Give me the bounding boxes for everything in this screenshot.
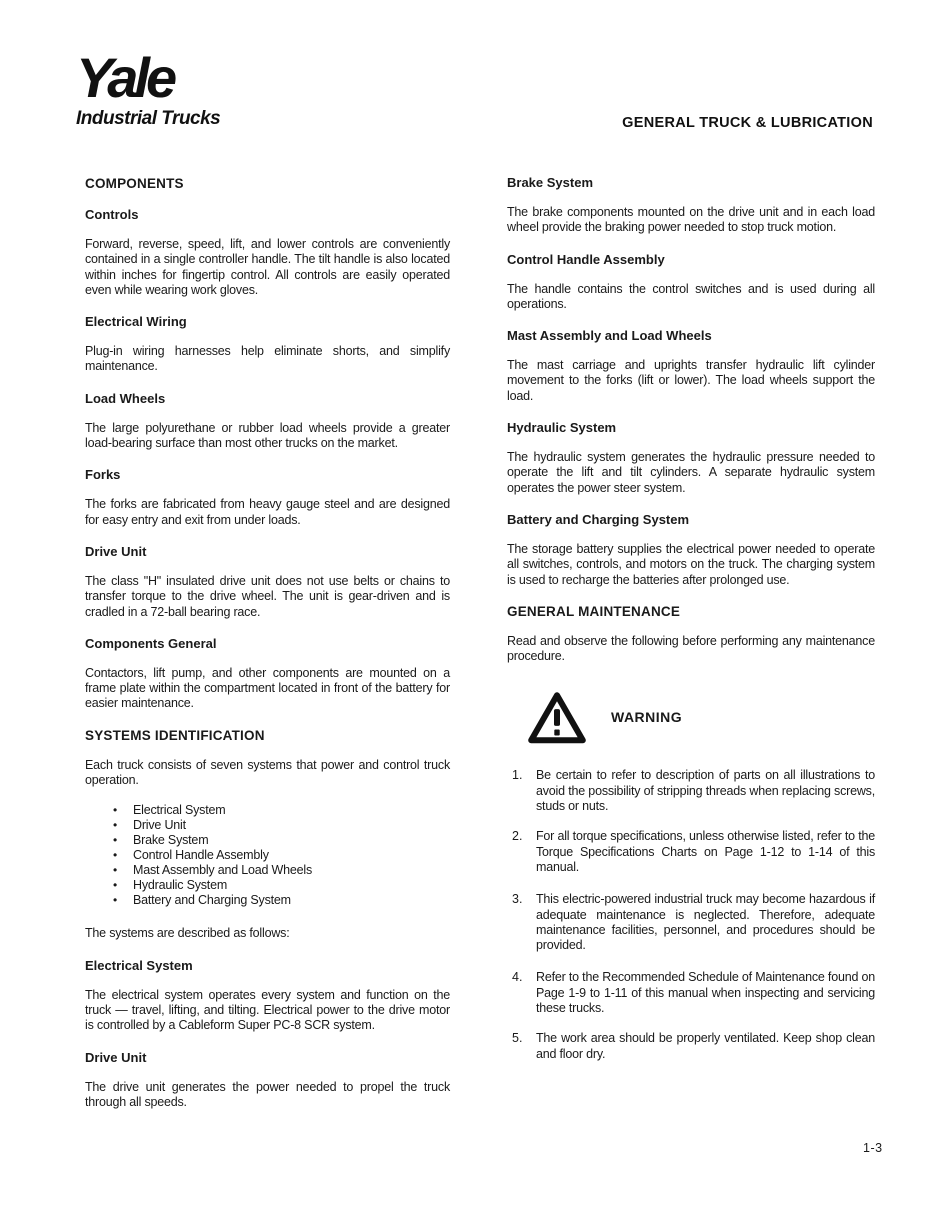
paragraph-systems-outro: The systems are described as follows: xyxy=(85,926,290,941)
list-item xyxy=(113,848,450,863)
heading-battery-charging-system: Battery and Charging System xyxy=(507,511,690,527)
bullet-icon: • xyxy=(113,893,118,908)
paragraph-control-handle-assembly: The handle contains the control switches and is used during all operations. xyxy=(507,281,875,311)
paragraph-forks: The forks are fabricated from heavy gauge steel and are designed for easy entry and exit from under loads. xyxy=(85,497,450,527)
section-heading-components: COMPONENTS xyxy=(85,176,184,191)
list-item xyxy=(512,970,875,1016)
item-text: The work area should be properly ventilated. Keep shop clean and floor dry. xyxy=(536,1031,875,1061)
warning-block xyxy=(527,684,875,750)
page-header-title: GENERAL TRUCK & LUBRICATION xyxy=(622,115,873,131)
paragraph-battery-charging-system: The storage battery supplies the electrical power needed to operate all switches, controls, and motors on the truck. The charging system is used to recharge the batteries after prolonged use. xyxy=(507,541,875,587)
item-text: Be certain to refer to description of parts on all illustrations to avoid the possibility of stripping threads when replacing screws, studs or nuts. xyxy=(536,768,875,814)
list-item xyxy=(512,829,875,875)
item-number: 2. xyxy=(512,829,523,844)
bullet-label: Brake System xyxy=(133,833,209,848)
item-number: 5. xyxy=(512,1031,523,1046)
paragraph-components-general: Contactors, lift pump, and other components are mounted on a frame plate within the compartment located in front of the battery for easier maintenance. xyxy=(85,665,450,711)
list-item xyxy=(113,818,450,833)
heading-components-general: Components General xyxy=(85,635,217,651)
paragraph-brake-system: The brake components mounted on the drive unit and in each load wheel provide the braking power needed to stop truck motion. xyxy=(507,205,875,235)
heading-electrical-wiring: Electrical Wiring xyxy=(85,314,187,330)
heading-controls: Controls xyxy=(85,207,139,222)
list-item xyxy=(113,878,450,893)
item-number: 1. xyxy=(512,768,523,783)
paragraph-mast-assembly: The mast carriage and uprights transfer hydraulic lift cylinder movement to the forks (lift or lower). The load wheels support the load. xyxy=(507,358,875,403)
content-columns xyxy=(85,170,875,1110)
heading-mast-assembly: Mast Assembly and Load Wheels xyxy=(507,328,712,344)
item-number: 3. xyxy=(512,892,523,907)
yale-logo-tagline: Industrial Trucks xyxy=(76,108,221,129)
paragraph-drive-unit-2: The drive unit generates the power needed to propel the truck through all speeds. xyxy=(85,1079,450,1109)
item-text: Refer to the Recommended Schedule of Maintenance found on Page 1-9 to 1-11 of this manual when inspecting and servicing these trucks. xyxy=(536,970,875,1016)
heading-brake-system: Brake System xyxy=(507,175,593,190)
section-heading-systems-identification: SYSTEMS IDENTIFICATION xyxy=(85,727,265,743)
bullet-label: Control Handle Assembly xyxy=(133,848,269,863)
heading-electrical-system: Electrical System xyxy=(85,957,193,973)
heading-forks: Forks xyxy=(85,467,121,483)
item-number: 4. xyxy=(512,970,523,985)
paragraph-drive-unit: The class "H" insulated drive unit does not use belts or chains to transfer torque to the drive wheel. The unit is gear-driven and is cradled in a 72-ball bearing race. xyxy=(85,573,450,619)
bullet-icon: • xyxy=(113,833,118,848)
left-column xyxy=(85,170,450,1110)
list-item xyxy=(113,893,450,908)
list-item xyxy=(113,863,450,878)
paragraph-electrical-system: The electrical system operates every system and function on the truck — travel, lifting, and tilting. Electrical power to the drive motor is controlled by a Cableform Super PC-8 SCR system. xyxy=(85,987,450,1033)
bullet-label: Mast Assembly and Load Wheels xyxy=(133,863,313,878)
maintenance-numbered-list xyxy=(507,768,875,1061)
paragraph-electrical-wiring: Plug-in wiring harnesses help eliminate shorts, and simplify maintenance. xyxy=(85,344,450,374)
bullet-label: Hydraulic System xyxy=(133,878,228,893)
item-text: This electric-powered industrial truck may become hazardous if adequate maintenance is neglected. Therefore, adequate maintenance facilities, personnel, and procedures should be provided. xyxy=(536,892,875,953)
bullet-icon: • xyxy=(113,878,118,893)
heading-drive-unit: Drive Unit xyxy=(85,543,147,559)
heading-drive-unit-2: Drive Unit xyxy=(85,1049,147,1065)
warning-label: WARNING xyxy=(611,709,683,726)
paragraph-systems-identification: Each truck consists of seven systems that power and control truck operation. xyxy=(85,757,450,788)
bullet-label: Electrical System xyxy=(133,803,226,818)
yale-logo xyxy=(76,46,221,130)
bullet-label: Battery and Charging System xyxy=(133,893,291,908)
paragraph-hydraulic-system: The hydraulic system generates the hydraulic pressure needed to operate the lift and tilt cylinders. A separate hydraulic system operates the power steer system. xyxy=(507,450,875,495)
list-item xyxy=(512,1031,875,1062)
list-item xyxy=(512,768,875,814)
paragraph-load-wheels: The large polyurethane or rubber load wheels provide a greater load-bearing surface than most other trucks on the market. xyxy=(85,420,450,451)
heading-control-handle-assembly: Control Handle Assembly xyxy=(507,251,665,267)
right-column xyxy=(507,170,875,1110)
bullet-icon: • xyxy=(113,848,118,863)
list-item xyxy=(512,892,875,953)
section-heading-general-maintenance: GENERAL MAINTENANCE xyxy=(507,603,681,619)
bullet-icon: • xyxy=(113,803,118,818)
bullet-icon: • xyxy=(113,863,118,878)
yale-logo-brand: Yale xyxy=(76,46,174,109)
bullet-icon: • xyxy=(113,818,118,833)
list-item xyxy=(113,833,450,848)
heading-load-wheels: Load Wheels xyxy=(85,390,166,406)
item-text: For all torque specifications, unless otherwise listed, refer to the Torque Specifications Charts on Page 1-12 to 1-14 of this manual. xyxy=(536,829,875,874)
list-item xyxy=(113,803,450,818)
warning-triangle-icon xyxy=(527,689,587,746)
systems-bullet-list xyxy=(85,803,450,908)
page-number: 1-3 xyxy=(863,1141,883,1155)
paragraph-general-maintenance: Read and observe the following before performing any maintenance procedure. xyxy=(507,633,875,664)
paragraph-controls: Forward, reverse, speed, lift, and lower controls are conveniently contained in a single controller handle. The tilt handle is also located within inches for fingertip control. All controls are easily operated even while wearing work gloves. xyxy=(85,237,450,297)
heading-hydraulic-system: Hydraulic System xyxy=(507,420,617,436)
bullet-label: Drive Unit xyxy=(133,818,186,833)
